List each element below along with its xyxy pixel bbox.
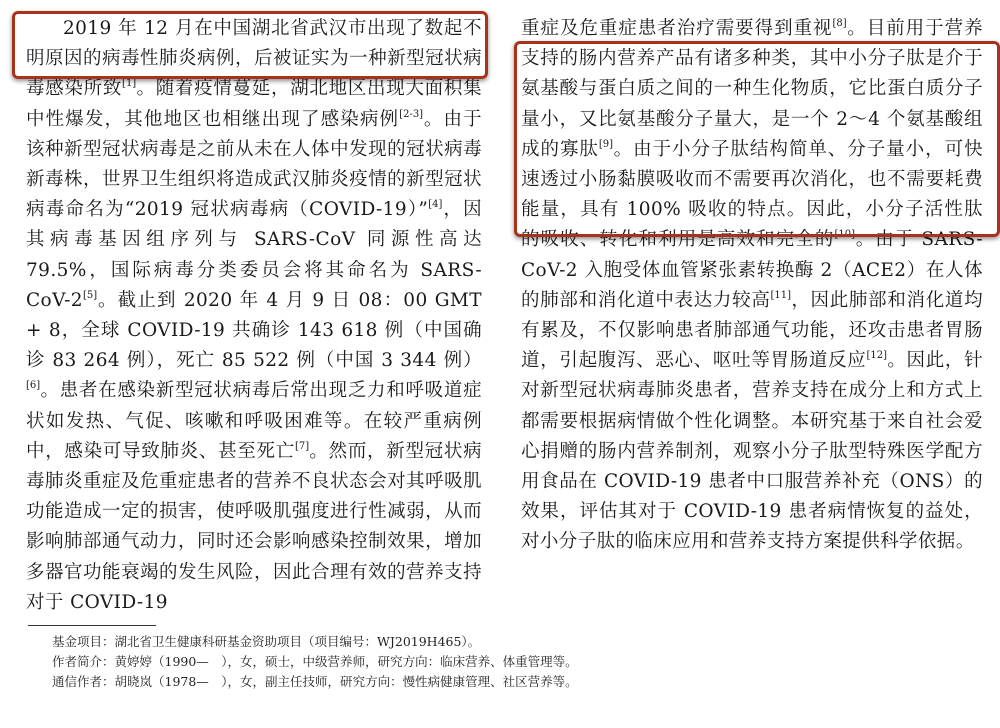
citation-ref[interactable]: [9]	[598, 138, 614, 150]
citation-ref[interactable]: [7]	[294, 440, 310, 452]
citation-ref[interactable]: [2-3]	[399, 108, 424, 120]
citation-ref[interactable]: [6]	[26, 380, 41, 392]
paragraph-text: 。随着疫情蔓延，湖北地区出现大面积集中性爆发，其他地区也相继出现了感染病例	[26, 78, 482, 130]
paragraph-text: 。由于该种新型冠状病毒是之前从未在人体中发现的冠状病毒新毒株，世界卫生组织将造成武汉肺炎疫情的新型冠状病毒命名为“2019 冠状病毒病（COVID-19）”	[26, 108, 482, 221]
paragraph-text: 。由于小分子肽结构简单、分子量小，可快速透过小肠黏膜吸收而不需要再次消化，也不需要耗费能量，具有 100% 吸收的特点。因此，小分子活性肽的吸收、转化和利用是高效和完全的	[521, 138, 983, 251]
footnote-funding: 基金项目：湖北省卫生健康科研基金资助项目（项目编号：WJ2019H465）。	[52, 634, 481, 649]
paragraph-text: ，因此肺部和消化道均有累及，不仅影响患者肺部通气功能，还攻击患者胃肠道，引起腹泻、恶心、呕吐等胃肠道反应	[521, 289, 983, 372]
paragraph-text: 重症及危重症患者治疗需要得到重视	[521, 18, 833, 39]
citation-ref[interactable]: [11]	[770, 289, 792, 301]
paragraph-text: 。然而，新型冠状病毒肺炎重症及危重症患者的营养不良状态会对其呼吸肌功能造成一定的损害，使呼吸肌强度进行性减弱，从而影响肺部通气动力，同时还会影响感染控制效果，增加多器官功能衰竭的发生风险，因此合理有效的营养支持对于 COVID-19	[26, 440, 482, 613]
citation-ref[interactable]: [1]	[122, 78, 137, 90]
citation-ref[interactable]: [8]	[832, 18, 847, 29]
paragraph-text: 。由于 SARS-CoV-2 入胞受体血管紧张素转换酶 2（ACE2）在人体的肺部和消化道中表达力较高	[521, 229, 984, 311]
paragraph-text: 。目前用于营养支持的肠内营养产品有诸多种类，其中小分子肽是介于氨基酸与蛋白质之间的一种生化物质，它比蛋白质分子量小，又比氨基酸分子量大，是一个 2～4 个氨基酸组成的寡肽	[521, 18, 983, 160]
footnote-corresponding-author: 通信作者：胡晓岚（1978— ），女，副主任技师，研究方向：慢性病健康管理、社区营养等。	[52, 674, 578, 689]
paragraph-text: ，因其病毒基因组序列与 SARS-CoV 同源性高达 79.5%，国际病毒分类委员会将其命名为 SARS-CoV-2	[26, 199, 482, 311]
footnotes	[52, 632, 652, 692]
paragraph-text: 。因此，针对新型冠状病毒肺炎患者，营养支持在成分上和方式上都需要根据病情做个性化调整。本研究基于来自社会爱心捐赠的肠内营养制剂，观察小分子肽型特殊医学配方用食品在 COVID-19 患者中口服营养补充（ONS）的效果，评估其对于 COVID-19 患者病情恢复的益处，对小分子肽的临床应用和营养支持方案提供科学依据。	[521, 350, 983, 553]
right-column	[521, 14, 983, 558]
left-column	[26, 14, 482, 618]
paragraph-text: 。截止到 2020 年 4 月 9 日 08：00 GMT + 8，全球 COVID-19 共确诊 143 618 例（中国确诊 83 264 例），死亡 85 522 例（中国 3 344 例）	[26, 289, 482, 372]
citation-ref[interactable]: [12]	[866, 350, 888, 362]
body-paragraph	[26, 14, 482, 618]
paragraph-text: 2019 年 12 月在中国湖北省武汉市出现了数起不明原因的病毒性肺炎病例，后被证实为一种新型冠状病毒感染所致	[26, 18, 482, 100]
paragraph-text: 。患者在感染新型冠状病毒后常出现乏力和呼吸道症状如发热、气促、咳嗽和呼吸困难等。在较严重病例中，感染可导致肺炎、甚至死亡	[26, 380, 482, 462]
body-paragraph	[521, 14, 983, 558]
citation-ref[interactable]: [4]	[428, 199, 443, 211]
footnote-author: 作者简介：黄婷婷（1990— ），女，硕士，中级营养师，研究方向：临床营养、体重管理等。	[52, 654, 578, 669]
citation-ref[interactable]: [5]	[82, 289, 98, 301]
footnote-divider	[28, 625, 156, 626]
citation-ref[interactable]: [10]	[834, 229, 855, 241]
